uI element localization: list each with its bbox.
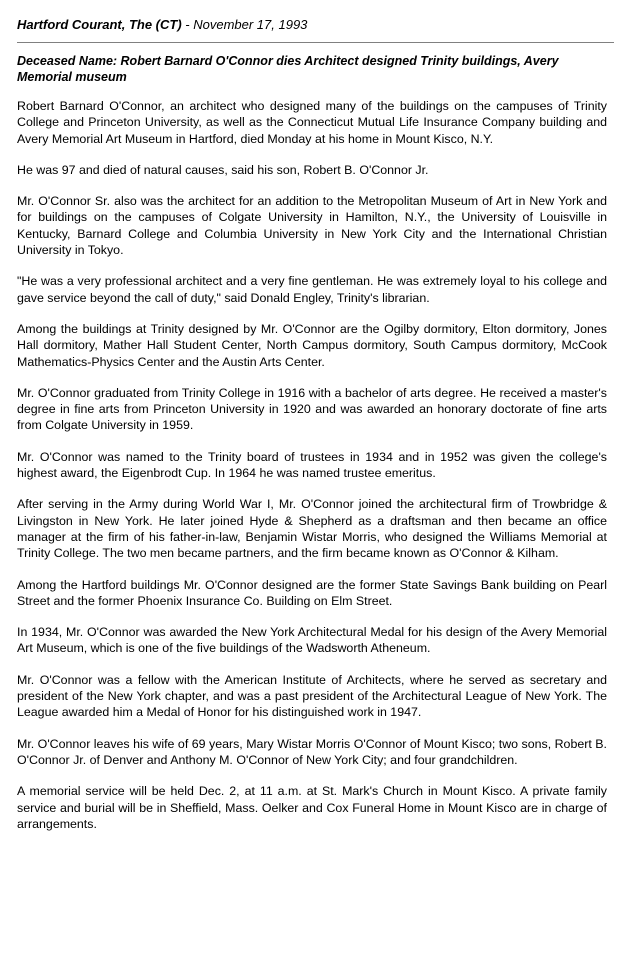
article-paragraph: Mr. O'Connor leaves his wife of 69 years, Mary Wistar Morris O'Connor of Mount Kisco; two sons, Robert B. O'Connor Jr. of Denver and Anthony M. O'Connor of New York City; and four grandchildren. — [17, 736, 607, 767]
article-paragraph: Mr. O'Connor Sr. also was the architect for an addition to the Metropolitan Museum of Art in New York and for buildings on the campuses of Colgate University in Hamilton, N.Y., the University of Louisville in Kentucky, Barnard College and Columbia University in New York City and the International Christian University in Tokyo. — [17, 194, 607, 258]
article-paragraph: Among the Hartford buildings Mr. O'Connor designed are the former State Savings Bank building on Pearl Street and the former Phoenix Insurance Co. Building on Elm Street. — [17, 577, 607, 608]
article-paragraph: He was 97 and died of natural causes, said his son, Robert B. O'Connor Jr. — [17, 162, 429, 177]
article-paragraph: Mr. O'Connor graduated from Trinity College in 1916 with a bachelor of arts degree. He received a master's degree in fine arts from Princeton University in 1920 and was awarded an honorary doctorate of fine arts from Colgate University in 1959. — [17, 385, 607, 433]
article-paragraph: In 1934, Mr. O'Connor was awarded the New York Architectural Medal for his design of the Avery Memorial Art Museum, which is one of the five buildings of the Wadsworth Atheneum. — [17, 625, 607, 656]
source-header — [17, 16, 614, 43]
article-paragraph: "He was a very professional architect and a very fine gentleman. He was extremely loyal to his college and gave service beyond the call of duty," said Donald Engley, Trinity's librarian. — [17, 274, 607, 305]
header-separator: - — [181, 17, 194, 32]
article-body — [17, 98, 607, 832]
article-paragraph: Mr. O'Connor was a fellow with the American Institute of Architects, where he served as secretary and president of the New York chapter, and was a past president of the Architectural League of New York. The League awarded him a Medal of Honor for his distinguished work in 1947. — [17, 672, 607, 720]
article-paragraph: Robert Barnard O'Connor, an architect who designed many of the buildings on the campuses of Trinity College and Princeton University, as well as the Connecticut Mutual Life Insurance Company building and Avery Memorial Art Museum in Hartford, died Monday at his home in Mount Kisco, N.Y. — [17, 99, 607, 146]
publication-date: November 17, 1993 — [193, 17, 308, 32]
article-paragraph: A memorial service will be held Dec. 2, at 11 a.m. at St. Mark's Church in Mount Kisco. A private family service and burial will be in Sheffield, Mass. Oelker and Cox Funeral Home in Mount Kisco are in charge of arrangements. — [17, 784, 607, 831]
article-paragraph: Among the buildings at Trinity designed by Mr. O'Connor are the Ogilby dormitory, Elton dormitory, Jones Hall dormitory, Mather Hall Student Center, North Campus dormitory, South Campus dormitory, McCook Mathematics-Physics Center and the Austin Arts Center. — [17, 321, 607, 369]
article-paragraph: Mr. O'Connor was named to the Trinity board of trustees in 1934 and in 1952 was given the college's highest award, the Eigenbrodt Cup. In 1964 he was named trustee emeritus. — [17, 449, 607, 481]
article-headline: Deceased Name: Robert Barnard O'Connor dies Architect designed Trinity buildings, Avery Memorial museum — [17, 54, 559, 84]
publication-name: Hartford Courant, The (CT) — [17, 17, 182, 32]
article-paragraph: After serving in the Army during World War I, Mr. O'Connor joined the architectural firm of Trowbridge & Livingston in New York. He later joined Hyde & Shepherd as a draftsman and then became an office manager at the firm of his father-in-law, Benjamin Wistar Morris, who designed the Williams Memorial at Trinity College. The two men became partners, and the firm became known as O'Connor & Kilham. — [17, 497, 607, 561]
